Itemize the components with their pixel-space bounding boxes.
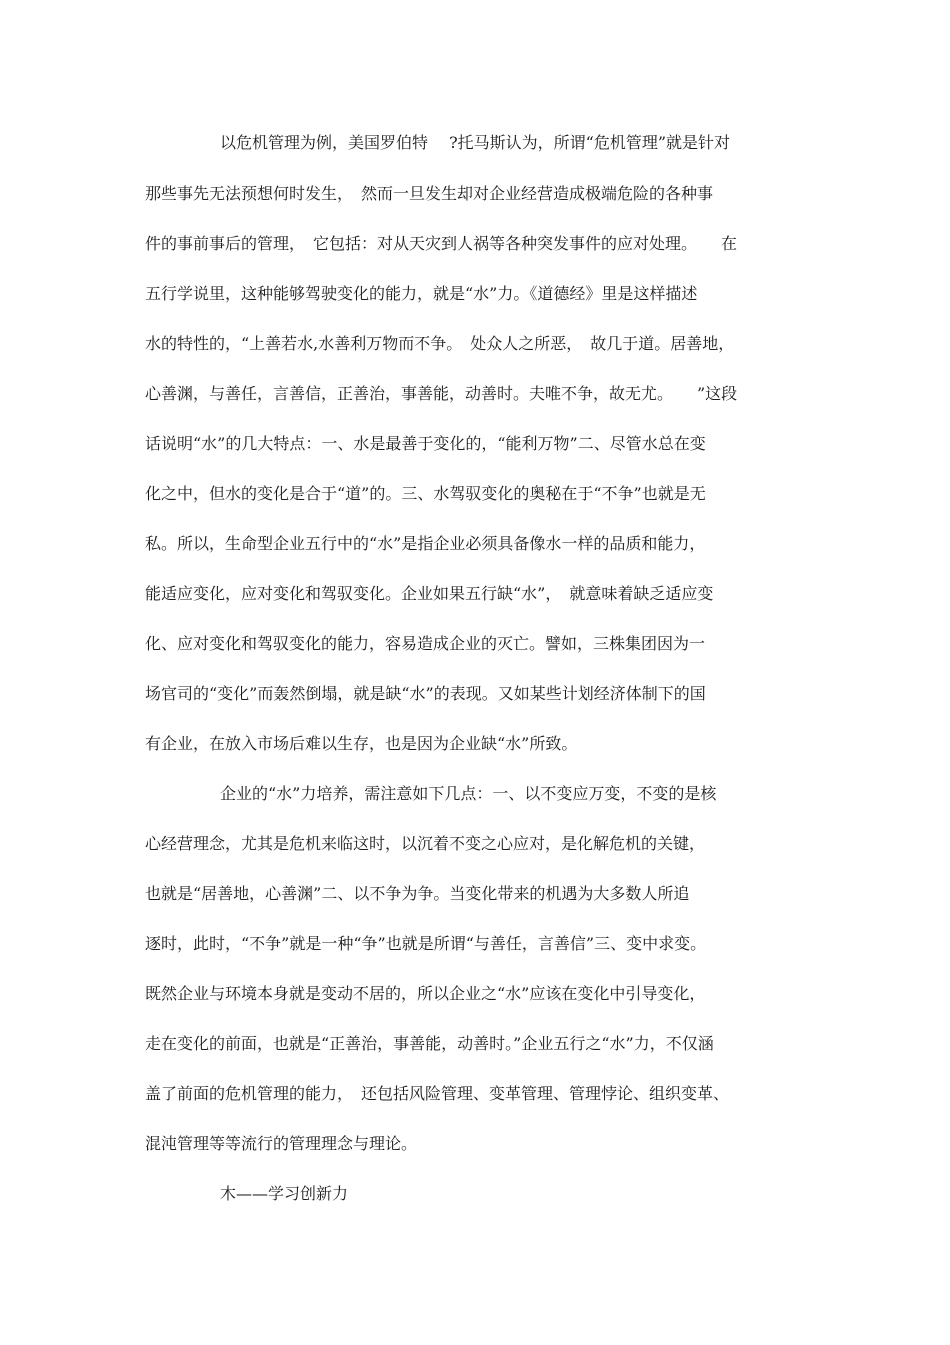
paragraph-line: 水的特性的，“上善若水,水善利万物而不争。 处众人之所恶， 故几于道。居善地， <box>145 334 735 353</box>
paragraph-line: 走在变化的前面，也就是“正善治，事善能，动善时。”企业五行之“水”力，不仅涵 <box>145 1034 714 1053</box>
section-heading: 木——学习创新力 <box>220 1184 349 1203</box>
paragraph-line: 化、应对变化和驾驭变化的能力，容易造成企业的灭亡。譬如，三株集团因为一 <box>145 634 706 653</box>
paragraph-line: 件的事前事后的管理， 它包括：对从天灾到人祸等各种突发事件的应对处理。 在 <box>145 234 738 253</box>
paragraph-line: 企业的“水”力培养，需注意如下几点：一、以不变应万变，不变的是核 <box>220 784 717 803</box>
paragraph-line: 有企业，在放入市场后难以生存，也是因为企业缺“水”所致。 <box>145 734 578 753</box>
paragraph-line: 逐时，此时，“不争”就是一种“争”也就是所谓“与善任，言善信”三、变中求变。 <box>145 934 707 953</box>
paragraph-line: 化之中，但水的变化是合于“道”的。三、水驾驭变化的奥秘在于“不争”也就是无 <box>145 484 706 503</box>
paragraph-line: 话说明“水”的几大特点：一、水是最善于变化的，“能利万物”二、尽管水总在变 <box>145 434 706 453</box>
paragraph-line: 混沌管理等等流行的管理理念与理论。 <box>145 1134 418 1153</box>
paragraph-line: 场官司的“变化”而轰然倒塌，就是缺“水”的表现。又如某些计划经济体制下的国 <box>145 684 706 703</box>
paragraph-line: 盖了前面的危机管理的能力， 还包括风险管理、变革管理、管理悖论、组织变革、 <box>145 1084 730 1103</box>
paragraph-line: 以危机管理为例，美国罗伯特 ?托马斯认为，所谓“危机管理”就是针对 <box>220 133 731 152</box>
paragraph-line: 心经营理念，尤其是危机来临这时，以沉着不变之心应对，是化解危机的关键， <box>145 834 706 853</box>
paragraph-line: 那些事先无法预想何时发生， 然而一旦发生却对企业经营造成极端危险的各种事 <box>145 184 714 203</box>
paragraph-line: 私。所以，生命型企业五行中的“水”是指企业必须具备像水一样的品质和能力， <box>145 534 706 553</box>
paragraph-line: 五行学说里，这种能够驾驶变化的能力，就是“水”力。《道德经》里是这样描述 <box>145 284 698 303</box>
paragraph-line: 能适应变化，应对变化和驾驭变化。企业如果五行缺“水”， 就意味着缺乏适应变 <box>145 584 714 603</box>
paragraph-line: 心善渊，与善任，言善信，正善治，事善能，动善时。夫唯不争，故无尤。 ”这段 <box>145 384 738 403</box>
paragraph-line: 也就是“居善地，心善渊”二、以不争为争。当变化带来的机遇为大多数人所追 <box>145 884 690 903</box>
paragraph-line: 既然企业与环境本身就是变动不居的，所以企业之“水”应该在变化中引导变化， <box>145 984 706 1003</box>
